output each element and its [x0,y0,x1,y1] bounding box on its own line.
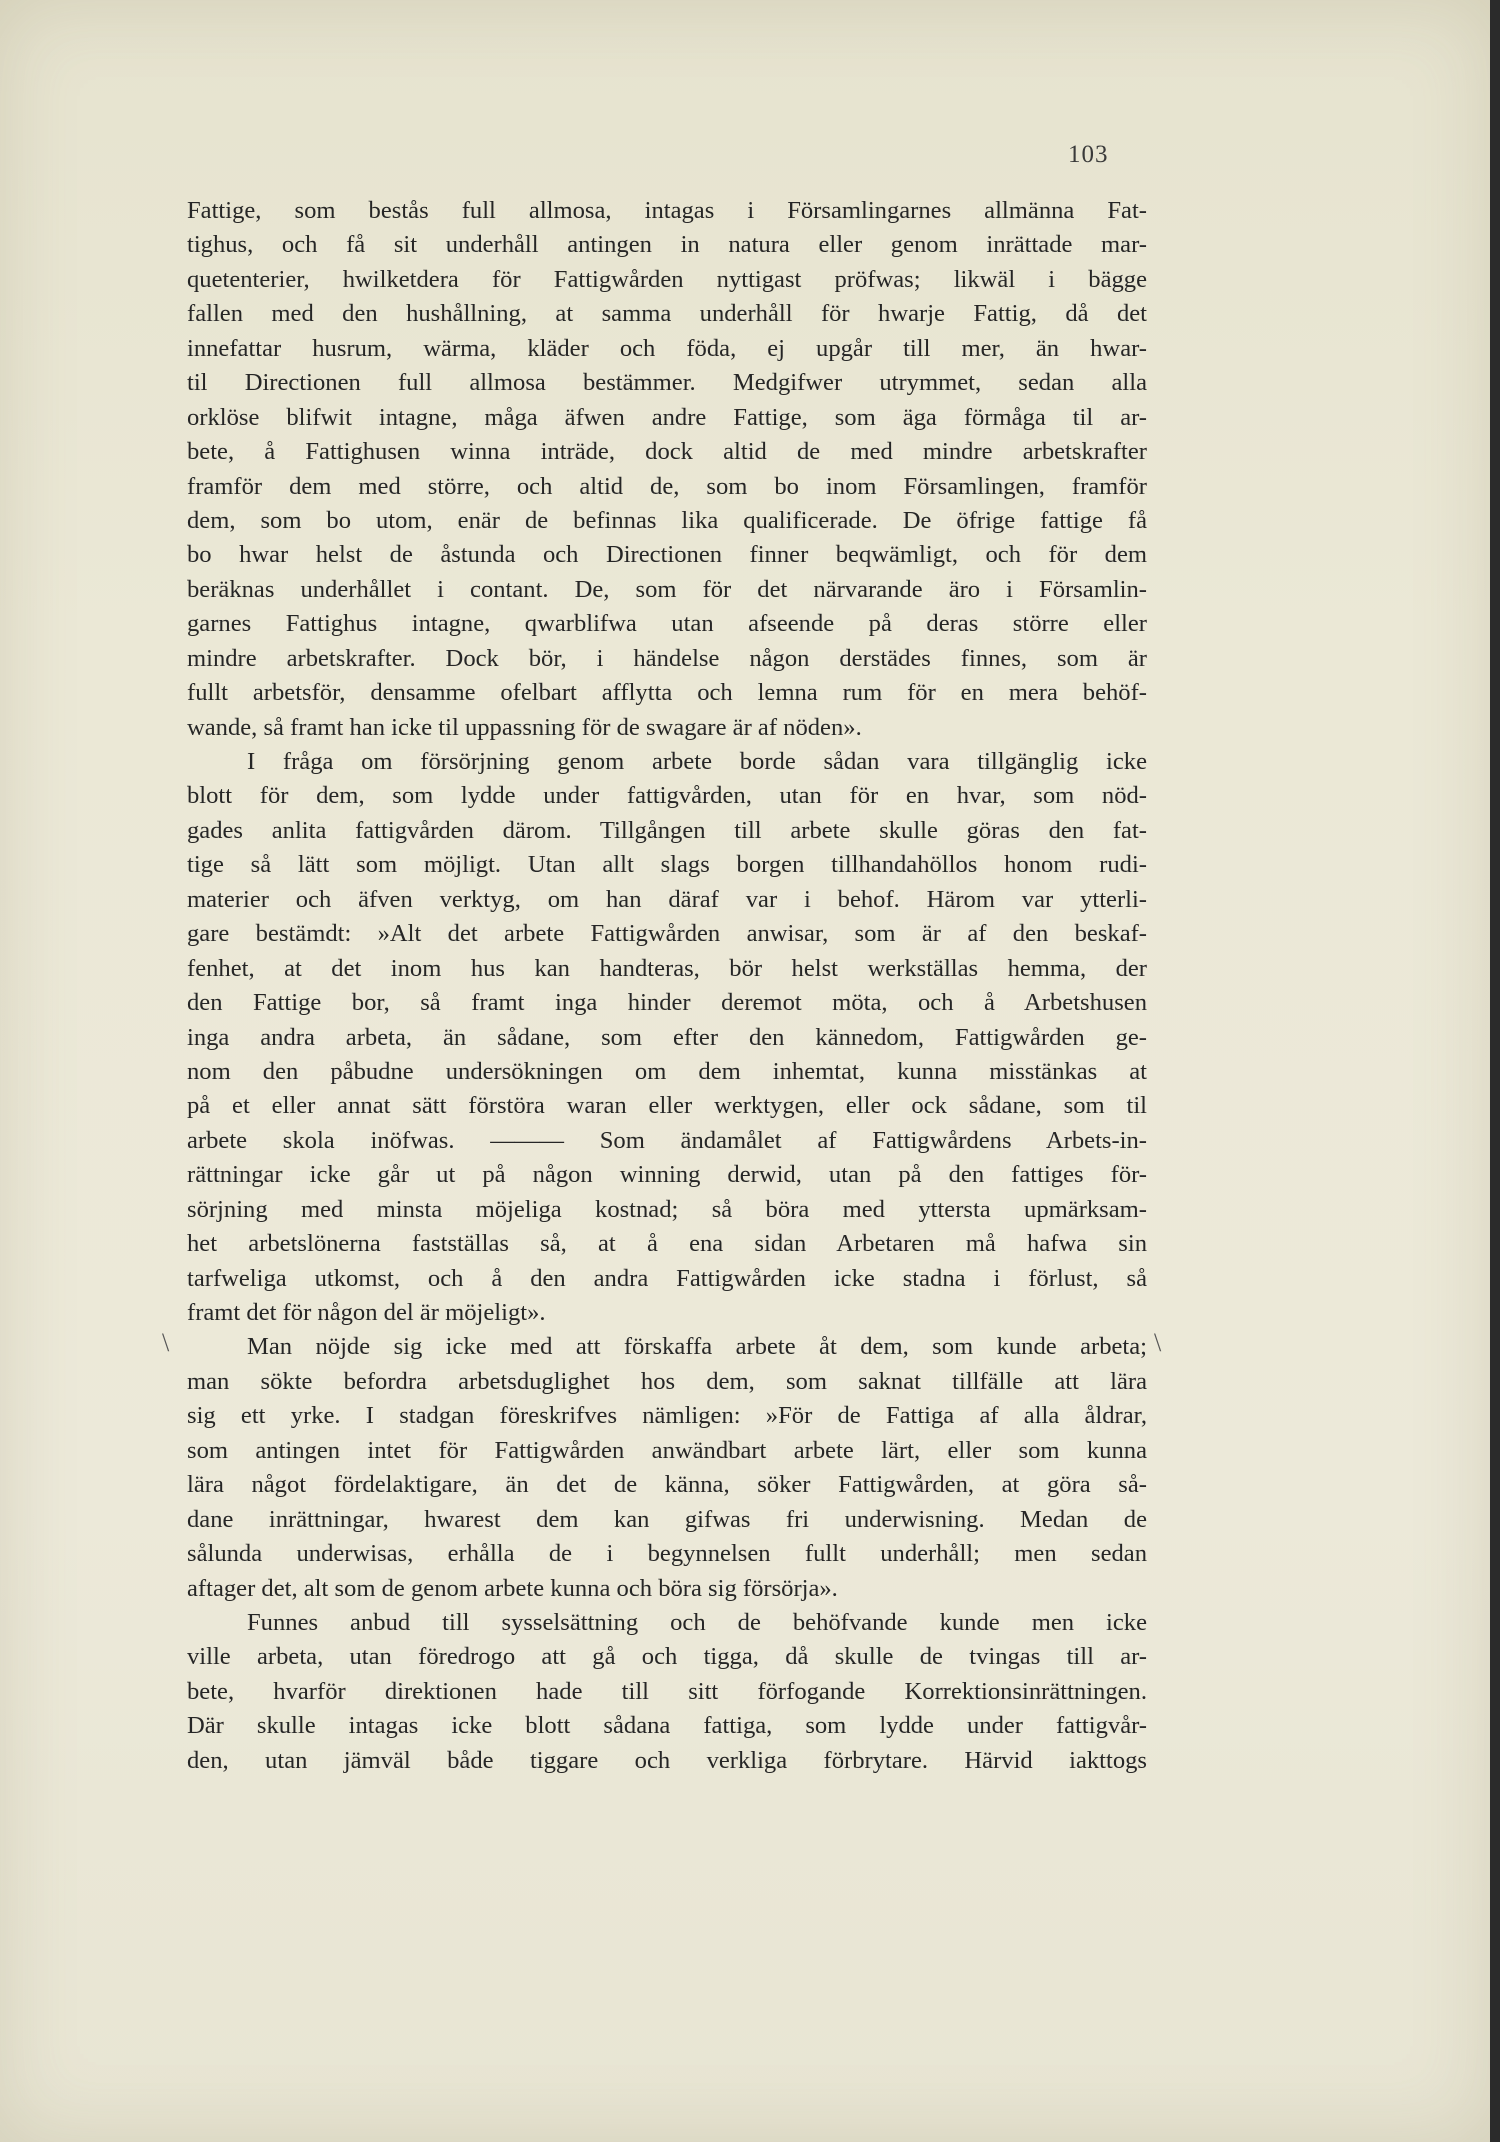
text-line: som antingen intet för Fattigwården anwändbart arbete lärt, eller som kunna [187,1436,1147,1464]
text-line: bete, å Fattighusen winna inträde, dock altid de med mindre arbetskrafter [187,438,1147,466]
text-line: fenhet, at det inom hus kan handteras, bör helst werkställas hemma, der [187,954,1147,982]
text-line: ville arbeta, utan föredrogo att gå och tigga, då skulle de tvingas till ar- [187,1643,1147,1671]
text-line: dem, som bo utom, enär de befinnas lika qualificerade. De öfrige fattige få [187,506,1147,534]
text-line: på et eller annat sätt förstöra waran eller werktygen, eller ock sådane, som til [187,1092,1147,1120]
text-line: til Directionen full allmosa bestämmer. Medgifwer utrymmet, sedan alla [187,369,1147,397]
text-line: het arbetslönerna fastställas så, at å ena sidan Arbetaren må hafwa sin [187,1230,1147,1258]
text-line: fallen med den hushållning, at samma underhåll för hwarje Fattig, då det [187,300,1147,328]
text-line: framför dem med större, och altid de, som bo inom Församlingen, framför [187,472,1147,500]
text-line: blott för dem, som lydde under fattigvården, utan för en hvar, som nöd- [187,782,1147,810]
text-line: innefattar husrum, wärma, kläder och föda, ej upgår till mer, än hwar- [187,334,1147,362]
text-line: bo hwar helst de åstunda och Directionen finner beqwämligt, och för dem [187,541,1147,569]
text-line: gare bestämdt: »Alt det arbete Fattigwården anwisar, som är af den beskaf- [187,920,1147,948]
text-line: wande, så framt han icke til uppassning för de swagare är af nöden». [187,713,862,741]
text-line: tarfweliga utkomst, och å den andra Fattigwården icke stadna i förlust, så [187,1264,1147,1292]
text-line: I fråga om försörjning genom arbete borde sådan vara tillgänglig icke [247,748,1147,775]
text-line: tighus, och få sit underhåll antingen in natura eller genom inrättade mar- [187,231,1147,259]
text-line: Man nöjde sig icke med att förskaffa arbete åt dem, som kunde arbeta; [247,1333,1147,1361]
text-line: aftager det, alt som de genom arbete kunna och böra sig försörja». [187,1574,838,1602]
text-line: den Fattige bor, så framt inga hinder deremot möta, och å Arbetshusen [187,989,1147,1017]
text-line: framt det för någon del är möjeligt». [187,1299,546,1326]
text-line: sig ett yrke. I stadgan föreskrifves nämligen: »För de Fattiga af alla åldrar, [187,1402,1147,1430]
text-line: nom den påbudne undersökningen om dem inhemtat, kunna misstänkas at [187,1057,1147,1085]
text-line: garnes Fattighus intagne, qwarblifwa utan afseende på deras större eller [187,610,1147,638]
text-line: bete, hvarför direktionen hade till sitt förfogande Korrektionsinrättningen. [187,1677,1147,1705]
text-line: sörjning med minsta möjeliga kostnad; så böra med yttersta upmärksam- [187,1195,1147,1223]
text-line: tige så lätt som möjligt. Utan allt slags borgen tillhandahöllos honom rudi- [187,851,1147,879]
text-line: beräknas underhållet i contant. De, som för det närvarande äro i Församlin- [187,575,1147,603]
text-line: dane inrättningar, hwarest dem kan gifwas fri underwisning. Medan de [187,1505,1147,1533]
text-line: den, utan jämväl både tiggare och verkliga förbrytare. Härvid iakttogs [187,1746,1147,1774]
text-line: gades anlita fattigvården därom. Tillgången till arbete skulle göras den fat- [187,816,1147,844]
text-line: lära något fördelaktigare, än det de känna, söker Fattigwården, at göra så- [187,1471,1147,1499]
text-line: mindre arbetskrafter. Dock bör, i händelse någon derstädes finnes, som är [187,644,1147,672]
text-line: materier och äfven verktyg, om han däraf var i behof. Härom var ytterli- [187,885,1147,913]
text-line: orklöse blifwit intagne, måga äfwen andre Fattige, som äga förmåga til ar- [187,403,1147,431]
text-line: inga andra arbeta, än sådane, som efter den kännedom, Fattigwården ge- [187,1023,1147,1051]
text-line: Fattige, som bestås full allmosa, intagas i Församlingarnes allmänna Fat- [187,197,1147,224]
margin-mark-right: \ [1154,1328,1162,1357]
body-text [187,194,1147,1778]
margin-mark-left: \ [162,1328,170,1357]
text-line: Där skulle intagas icke blott sådana fattiga, som lydde under fattigvår- [187,1712,1147,1740]
text-line: Funnes anbud till sysselsättning och de behöfvande kunde men icke [247,1608,1147,1636]
text-line: quetenterier, hwilketdera för Fattigwården nyttigast pröfwas; likwäl i bägge [187,265,1147,293]
text-line: man sökte befordra arbetsduglighet hos dem, som saknat tillfälle att lära [187,1367,1147,1395]
text-line: sålunda underwisas, erhålla de i begynnelsen fullt underhåll; men sedan [187,1540,1147,1568]
text-line: arbete skola inöfwas. ——— Som ändamålet af Fattigwårdens Arbets-in- [187,1126,1147,1154]
text-line: rättningar icke går ut på någon winning derwid, utan på den fattiges för- [187,1161,1147,1189]
page-number: 103 [1068,141,1109,168]
text-line: fullt arbetsför, densamme ofelbart afflytta och lemna rum för en mera behöf- [187,679,1147,707]
